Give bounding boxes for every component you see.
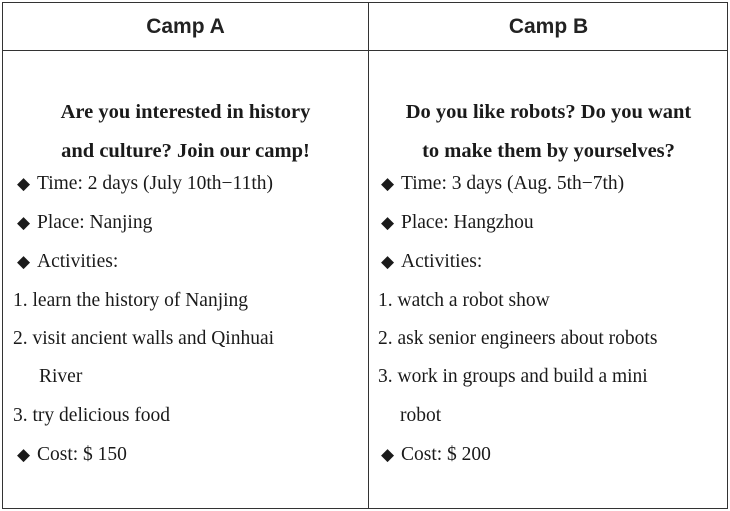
camp-a-activity-2: 2. visit ancient walls and Qinhuai bbox=[13, 328, 275, 349]
diamond-bullet-icon: ◆ bbox=[17, 252, 31, 271]
column-divider bbox=[368, 3, 369, 508]
camp-a-activity-2-cont: River bbox=[39, 366, 83, 387]
diamond-bullet-icon: ◆ bbox=[381, 174, 395, 193]
diamond-bullet-icon: ◆ bbox=[17, 213, 31, 232]
diamond-bullet-icon: ◆ bbox=[381, 213, 395, 232]
camp-b-header: Camp B bbox=[508, 14, 589, 38]
camp-a-activities-label bbox=[17, 251, 118, 273]
table-header-row bbox=[3, 3, 727, 51]
camp-a-activities-text: Activities: bbox=[37, 251, 119, 272]
camp-b-activity-1: 1. watch a robot show bbox=[378, 290, 550, 311]
camp-a-cost bbox=[17, 444, 127, 466]
camp-a-place-text: Place: Nanjing bbox=[37, 212, 153, 233]
camp-a-activity-3: 3. try delicious food bbox=[13, 405, 171, 426]
camp-comparison-table bbox=[2, 2, 728, 509]
diamond-bullet-icon: ◆ bbox=[381, 445, 395, 464]
camp-b-intro-line1: Do you like robots? Do you want bbox=[405, 101, 692, 123]
camp-a-intro bbox=[3, 93, 368, 171]
camp-b-intro-line2: to make them by yourselves? bbox=[422, 140, 675, 162]
camp-a-cost-text: Cost: $ 150 bbox=[37, 444, 127, 465]
camp-a-header: Camp A bbox=[146, 14, 225, 38]
camp-a-activity-1: 1. learn the history of Nanjing bbox=[13, 290, 249, 311]
camp-a-intro-line2: and culture? Join our camp! bbox=[61, 140, 310, 162]
camp-b-place bbox=[381, 212, 534, 234]
camp-b-time bbox=[381, 173, 624, 195]
diamond-bullet-icon: ◆ bbox=[17, 445, 31, 464]
diamond-bullet-icon: ◆ bbox=[17, 174, 31, 193]
camp-a-time bbox=[17, 173, 273, 195]
camp-a-place bbox=[17, 212, 152, 234]
diamond-bullet-icon: ◆ bbox=[381, 252, 395, 271]
camp-b-cost bbox=[381, 444, 491, 466]
camp-a-intro-line1: Are you interested in history bbox=[60, 101, 311, 123]
camp-b-activity-3: 3. work in groups and build a mini bbox=[378, 366, 648, 387]
camp-a-time-text: Time: 2 days (July 10th−11th) bbox=[37, 173, 273, 194]
camp-b-cost-text: Cost: $ 200 bbox=[401, 444, 491, 465]
camp-b-activity-3-cont: robot bbox=[400, 405, 442, 426]
camp-b-place-text: Place: Hangzhou bbox=[401, 212, 534, 233]
camp-b-time-text: Time: 3 days (Aug. 5th−7th) bbox=[401, 173, 625, 194]
camp-b-activities-label bbox=[381, 251, 482, 273]
camp-b-intro bbox=[370, 93, 727, 171]
camp-b-activity-2: 2. ask senior engineers about robots bbox=[378, 328, 658, 349]
camp-b-activities-text: Activities: bbox=[401, 251, 483, 272]
